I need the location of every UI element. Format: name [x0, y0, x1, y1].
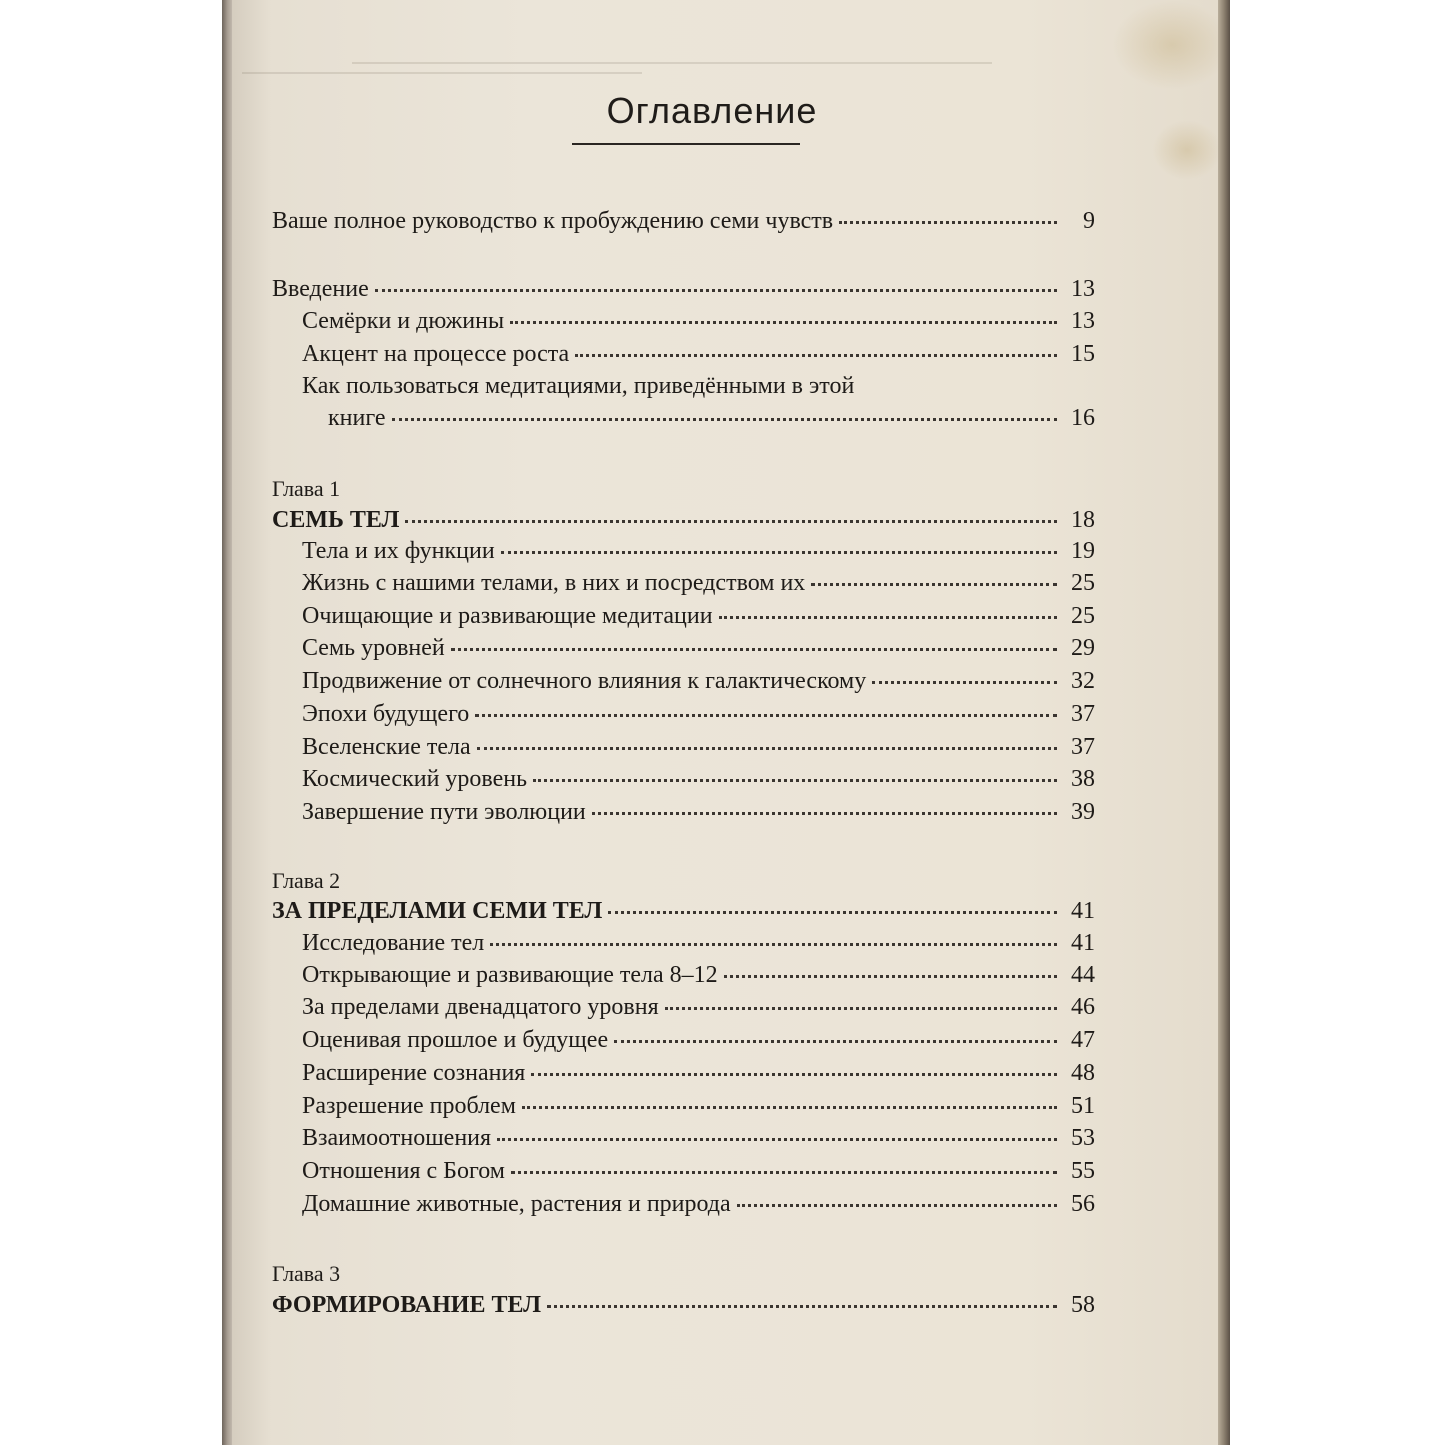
toc-entry-label: Исследование тел [302, 930, 485, 956]
toc-entry [302, 732, 1095, 762]
toc-entry-label-line2: книге [328, 405, 386, 431]
dot-leader [475, 712, 1057, 717]
toc-entry-label: Отношения с Богом [302, 1158, 505, 1184]
toc-entry-page: 53 [1071, 1125, 1095, 1151]
toc-entry [302, 1189, 1095, 1219]
dot-leader [592, 810, 1057, 815]
toc-entry [302, 339, 1095, 369]
toc-entry-page: 41 [1071, 930, 1095, 956]
dot-leader [451, 646, 1057, 651]
chapter-title: ЗА ПРЕДЕЛАМИ СЕМИ ТЕЛ [272, 898, 603, 924]
toc-entry-label: Вселенские тела [302, 734, 471, 760]
toc-entry-page: 38 [1071, 766, 1095, 792]
dot-leader [575, 352, 1057, 357]
dot-leader [375, 287, 1057, 292]
chapter-heading: Глава 3 [272, 1261, 341, 1286]
page-stain [1112, 0, 1218, 90]
toc-entry-label: Акцент на процессе роста [302, 341, 570, 367]
dot-leader [392, 416, 1057, 421]
dot-leader [501, 549, 1057, 554]
toc-entry-page: 32 [1071, 668, 1095, 694]
toc-entry-page: 46 [1071, 994, 1095, 1020]
toc-entry-label: Космический уровень [302, 766, 528, 792]
dot-leader [719, 614, 1057, 619]
toc-entry-page: 29 [1071, 635, 1095, 661]
page-title: Оглавление [606, 90, 818, 131]
toc-entry-label-line1: Как пользоваться медитациями, приведёнными в этой [302, 373, 855, 399]
dot-leader [614, 1038, 1057, 1043]
toc-entry-page: 44 [1071, 962, 1095, 988]
toc-entry-label: Расширение сознания [302, 1060, 526, 1086]
toc-entry-label: Завершение пути эволюции [302, 799, 586, 825]
bleed-through-line [242, 72, 642, 74]
toc-entry [302, 960, 1095, 990]
toc-entry [302, 992, 1095, 1022]
toc-entry-page: 9 [1083, 208, 1095, 234]
dot-leader [872, 679, 1057, 684]
toc-entry-page: 16 [1071, 405, 1095, 431]
toc-entry [302, 601, 1095, 631]
toc-chapter-title [272, 1290, 1095, 1320]
dot-leader [477, 745, 1057, 750]
toc-entry-label: Ваше полное руководство к пробуждению семи чувств [272, 208, 834, 234]
toc-chapter-title [272, 896, 1095, 926]
toc-entry [302, 1123, 1095, 1153]
dot-leader [510, 319, 1057, 324]
toc-entry-preface [272, 206, 1095, 236]
toc-entry-page: 48 [1071, 1060, 1095, 1086]
toc-entry [302, 1091, 1095, 1121]
title-underline [572, 143, 800, 145]
toc-entry-page: 56 [1071, 1191, 1095, 1217]
dot-leader [608, 909, 1057, 914]
toc-entry [302, 1156, 1095, 1186]
toc-entry-label: Введение [272, 276, 369, 302]
toc-entry-label: Оценивая прошлое и будущее [302, 1027, 609, 1053]
chapter-title: СЕМЬ ТЕЛ [272, 507, 400, 533]
toc-entry-page: 47 [1071, 1027, 1095, 1053]
page-edge [1218, 0, 1230, 1445]
book-page [232, 0, 1218, 1445]
toc-entry-page: 55 [1071, 1158, 1095, 1184]
toc-entry-page: 13 [1071, 308, 1095, 334]
toc-entry-page: 25 [1071, 570, 1095, 596]
dot-leader [839, 219, 1057, 224]
toc-entry [302, 928, 1095, 958]
dot-leader [490, 941, 1057, 946]
toc-entry-label: Продвижение от солнечного влияния к галактическому [302, 668, 867, 694]
toc-entry-label: За пределами двенадцатого уровня [302, 994, 659, 1020]
toc-entry-page: 19 [1071, 538, 1095, 564]
toc-entry [302, 666, 1095, 696]
dot-leader [724, 973, 1057, 978]
bleed-through-line [352, 62, 992, 64]
toc-entry-page: 39 [1071, 799, 1095, 825]
toc-entry [302, 699, 1095, 729]
toc-entry-label: Жизнь с нашими телами, в них и посредством их [302, 570, 806, 596]
toc-entry-label: Тела и их функции [302, 538, 495, 564]
toc-entry-page: 58 [1071, 1292, 1095, 1318]
chapter-heading: Глава 1 [272, 476, 341, 501]
toc-entry-label: Семёрки и дюжины [302, 308, 505, 334]
toc-entry [302, 797, 1095, 827]
toc-entry [302, 764, 1095, 794]
toc-entry-page: 41 [1071, 898, 1095, 924]
toc-entry-page: 37 [1071, 734, 1095, 760]
toc-entry-label: Семь уровней [302, 635, 445, 661]
dot-leader [531, 1071, 1057, 1076]
toc-entry-label: Домашние животные, растения и природа [302, 1191, 731, 1217]
toc-entry-label: Взаимоотношения [302, 1125, 492, 1151]
toc-entry-page: 51 [1071, 1093, 1095, 1119]
toc-entry [302, 306, 1095, 336]
chapter-heading: Глава 2 [272, 868, 341, 893]
dot-leader [811, 581, 1057, 586]
dot-leader [737, 1202, 1057, 1207]
toc-entry-page: 18 [1071, 507, 1095, 533]
dot-leader [497, 1136, 1057, 1141]
toc-entry-page: 13 [1071, 276, 1095, 302]
toc-entry [302, 1025, 1095, 1055]
dot-leader [522, 1104, 1057, 1109]
toc-entry [302, 568, 1095, 598]
dot-leader [405, 518, 1057, 523]
page-stain [1152, 120, 1218, 180]
toc-entry [328, 403, 1095, 433]
toc-entry-label: Эпохи будущего [302, 701, 470, 727]
toc-entry-page: 15 [1071, 341, 1095, 367]
toc-entry-page: 25 [1071, 603, 1095, 629]
toc-entry-label: Разрешение проблем [302, 1093, 516, 1119]
toc-entry [302, 1058, 1095, 1088]
toc-entry-page: 37 [1071, 701, 1095, 727]
dot-leader [511, 1169, 1057, 1174]
chapter-title: ФОРМИРОВАНИЕ ТЕЛ [272, 1292, 542, 1318]
toc-entry [302, 633, 1095, 663]
toc-entry-label: Очищающие и развивающие медитации [302, 603, 713, 629]
toc-entry [302, 536, 1095, 566]
toc-entry-intro [272, 274, 1095, 304]
dot-leader [547, 1303, 1057, 1308]
dot-leader [533, 777, 1057, 782]
toc-entry-label: Открывающие и развивающие тела 8–12 [302, 962, 718, 988]
toc-chapter-title [272, 505, 1095, 535]
dot-leader [665, 1005, 1057, 1010]
